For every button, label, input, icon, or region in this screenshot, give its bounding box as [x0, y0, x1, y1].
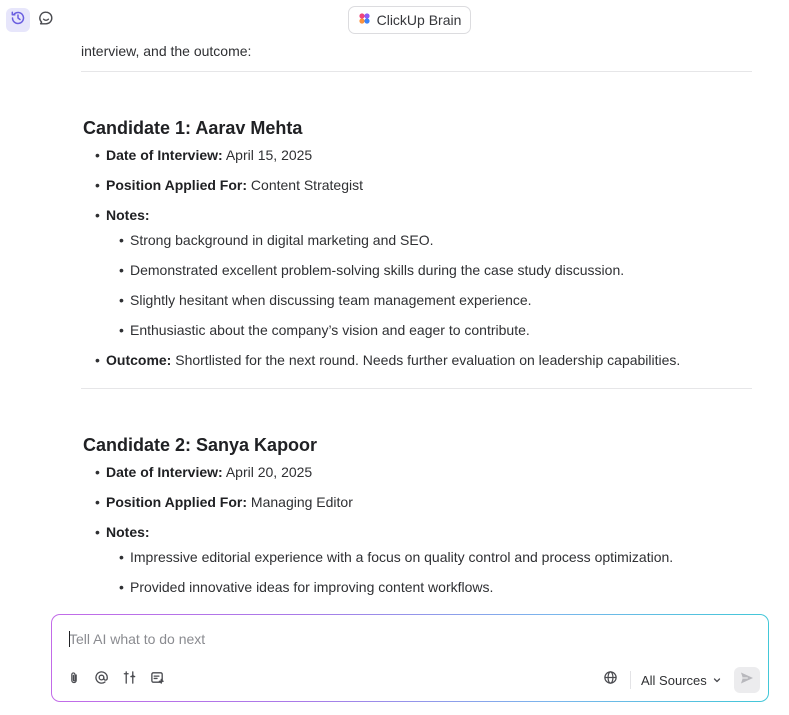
- top-bar: [0, 0, 789, 40]
- outcome-label: Outcome:: [106, 352, 172, 368]
- divider: [81, 71, 752, 72]
- list-item: [83, 350, 763, 370]
- tools-button[interactable]: [120, 671, 138, 689]
- clickup-brain-label: ClickUp Brain: [376, 12, 462, 28]
- chat-button[interactable]: [34, 8, 58, 32]
- note-add-button[interactable]: [148, 671, 166, 689]
- list-item: [83, 522, 763, 597]
- date-value: April 15, 2025: [225, 147, 313, 163]
- position-value: Content Strategist: [250, 177, 363, 193]
- date-label: Date of Interview:: [106, 464, 223, 480]
- web-search-toggle[interactable]: [600, 670, 620, 690]
- note-item: • Provided innovative ideas for improving content workflows.: [106, 577, 763, 597]
- candidate-section: [83, 115, 763, 380]
- sources-dropdown[interactable]: [641, 670, 722, 690]
- notes-list: [106, 230, 763, 340]
- list-item: [83, 175, 763, 195]
- note-add-icon: [150, 670, 165, 690]
- candidate-title: Candidate 1: Aarav Mehta: [83, 118, 303, 138]
- date-value: April 20, 2025: [225, 464, 313, 480]
- tools-icon: [122, 670, 137, 690]
- sources-label: All Sources: [641, 672, 707, 688]
- history-button[interactable]: [6, 8, 30, 32]
- candidate-title: Candidate 2: Sanya Kapoor: [83, 435, 318, 455]
- list-item: [83, 145, 763, 165]
- attach-button[interactable]: [65, 671, 83, 689]
- intro-text: interview, and the outcome:: [81, 43, 252, 59]
- note-item: • Slightly hesitant when discussing team management experience.: [106, 290, 763, 310]
- ai-composer: [51, 614, 769, 702]
- clickup-brain-logo-icon: [358, 12, 371, 28]
- text-caret: [69, 631, 70, 647]
- note-item: • Impressive editorial experience with a focus on quality control and process optimization.: [106, 547, 763, 567]
- list-item: [83, 462, 763, 482]
- ai-prompt-input[interactable]: [69, 629, 709, 649]
- note-item: • Strong background in digital marketing and SEO.: [106, 230, 763, 250]
- candidate-section: [83, 432, 763, 598]
- notes-list: [106, 547, 763, 597]
- note-item: • Demonstrated excellent problem-solving skills during the case study discussion.: [106, 260, 763, 280]
- mention-button[interactable]: [92, 671, 110, 689]
- composer-box: [52, 615, 768, 701]
- globe-icon: [603, 670, 618, 690]
- list-item: [83, 492, 763, 512]
- history-icon: [10, 10, 26, 31]
- list-item: [83, 205, 763, 340]
- send-icon: [739, 670, 755, 691]
- chevron-down-icon: [712, 673, 722, 688]
- position-label: Position Applied For:: [106, 494, 248, 510]
- chat-bubble-icon: [38, 10, 54, 31]
- candidate-details-list: [83, 145, 763, 370]
- toolbar-divider: [630, 671, 631, 689]
- notes-label: Notes:: [106, 524, 150, 540]
- divider: [81, 388, 752, 389]
- note-item: • Enthusiastic about the company’s vision and eager to contribute.: [106, 320, 763, 340]
- mention-icon: [94, 670, 109, 690]
- candidate-details-list: [83, 462, 763, 597]
- outcome-value: Shortlisted for the next round. Needs further evaluation on leadership capabilities.: [175, 352, 681, 368]
- position-value: Managing Editor: [250, 494, 353, 510]
- position-label: Position Applied For:: [106, 177, 248, 193]
- response-content: [0, 40, 789, 598]
- attachment-icon: [67, 671, 81, 690]
- clickup-brain-button[interactable]: [348, 6, 471, 34]
- send-button[interactable]: [734, 667, 760, 693]
- notes-label: Notes:: [106, 207, 150, 223]
- date-label: Date of Interview:: [106, 147, 223, 163]
